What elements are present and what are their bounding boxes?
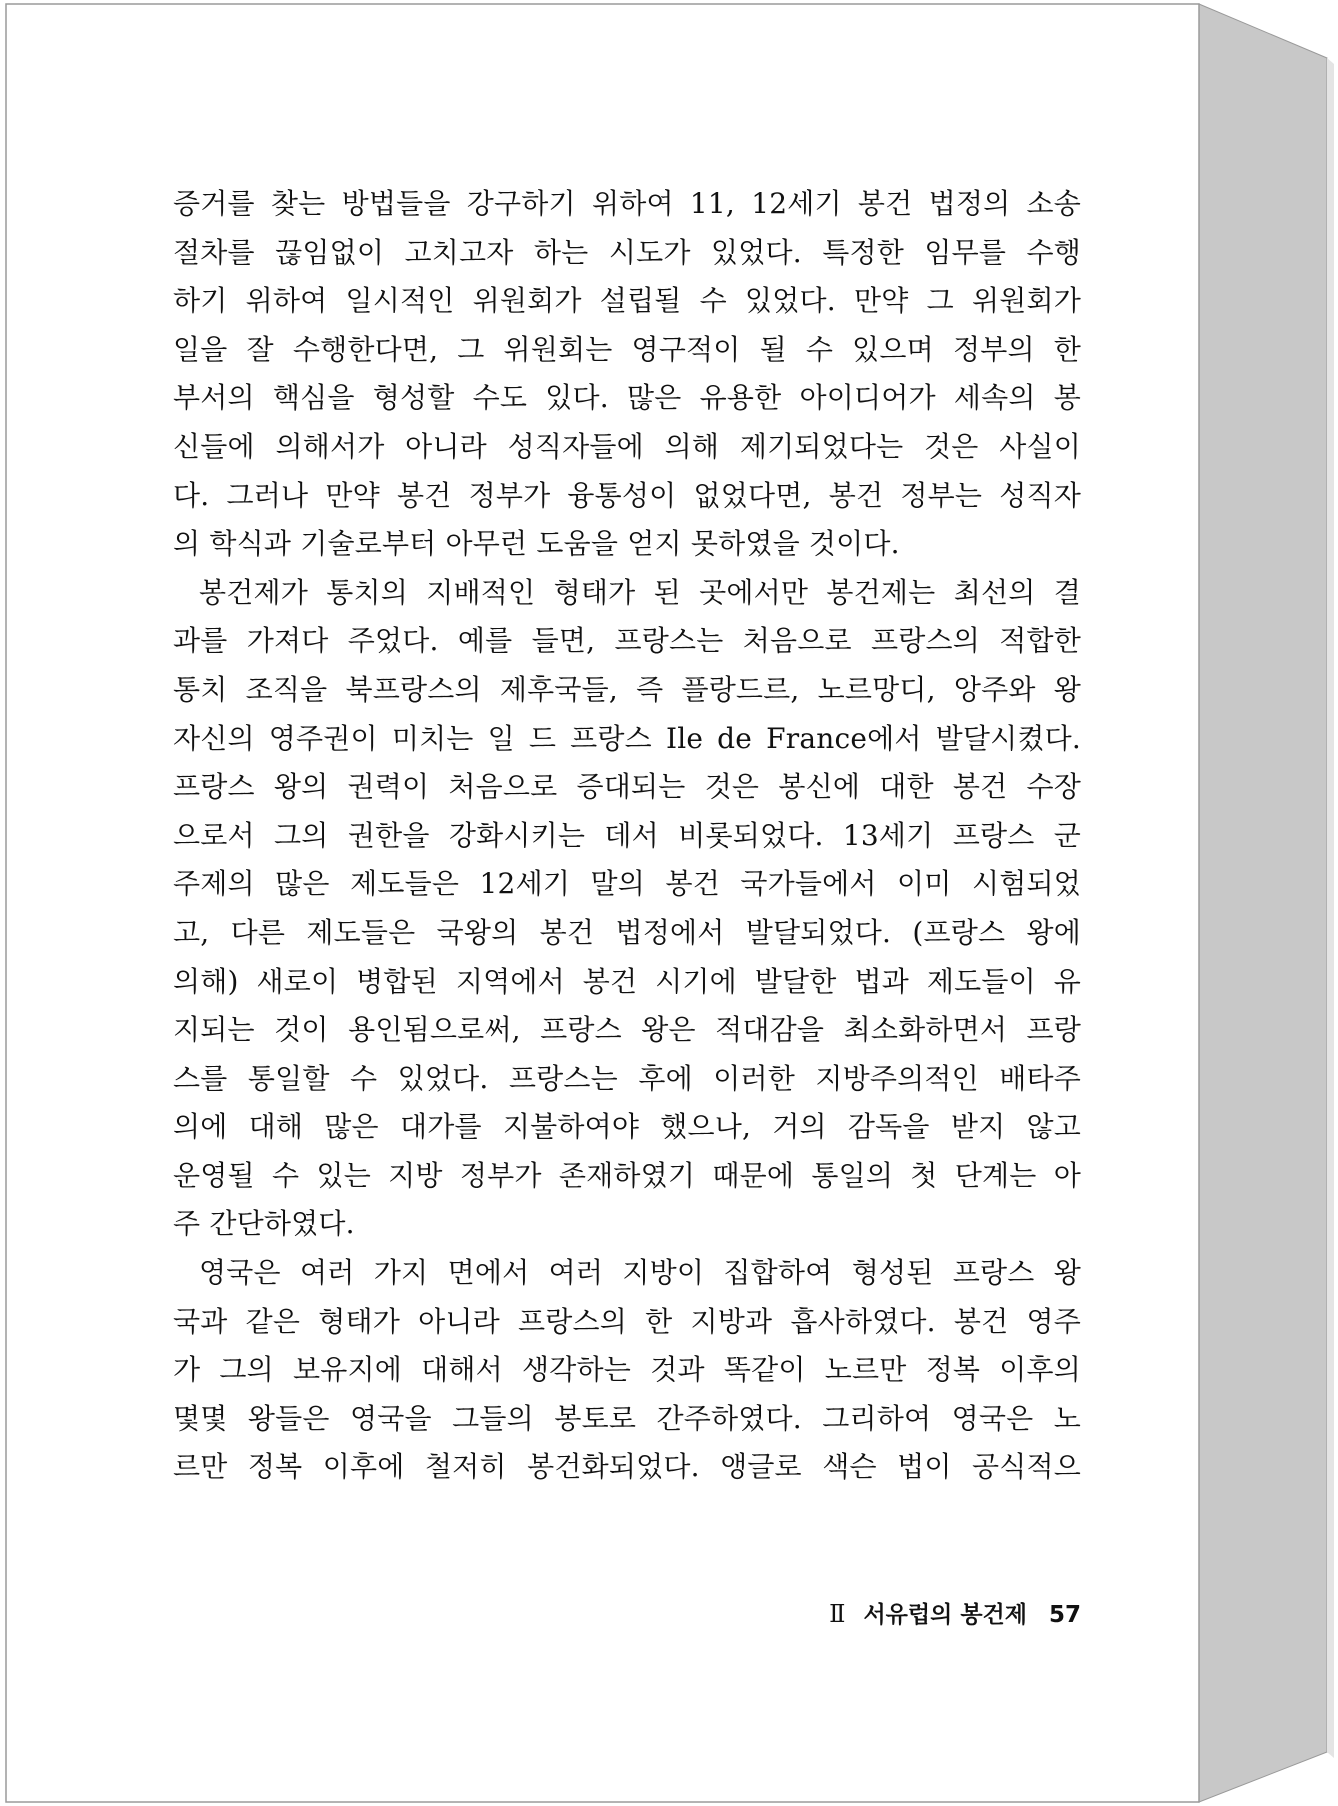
text-line: 주제의 많은 제도들은 12세기 말의 봉건 국가들에서 이미 시험되었 — [173, 867, 1081, 901]
text-line: 고, 다른 제도들은 국왕의 봉건 법정에서 발달되었다. (프랑스 왕에 — [173, 915, 1081, 949]
text-line: 신들에 의해서가 아니라 성직자들에 의해 제기되었다는 것은 사실이 — [173, 429, 1081, 463]
text-line: 부서의 핵심을 형성할 수도 있다. 많은 유용한 아이디어가 세속의 봉 — [173, 381, 1081, 415]
body-text — [173, 180, 1081, 1492]
part-numeral: Ⅱ — [829, 1600, 846, 1628]
text-line: 과를 가져다 주었다. 예를 들면, 프랑스는 처음으로 프랑스의 적합한 — [173, 624, 1081, 658]
page-block-shadow — [1327, 58, 1334, 1758]
text-line: 프랑스 왕의 권력이 처음으로 증대되는 것은 봉신에 대한 봉건 수장 — [173, 770, 1081, 804]
text-line: 운영될 수 있는 지방 정부가 존재하였기 때문에 통일의 첫 단계는 아 — [173, 1158, 1081, 1192]
text-line: 일을 잘 수행한다면, 그 위원회는 영구적이 될 수 있으며 정부의 한 — [173, 332, 1081, 366]
text-line: 의 학식과 기술로부터 아무런 도움을 얻지 못하였을 것이다. — [173, 527, 900, 561]
chapter-title: 서유럽의 봉건제 — [863, 1602, 1027, 1628]
text-line: 하기 위하여 일시적인 위원회가 설립될 수 있었다. 만약 그 위원회가 — [173, 284, 1081, 318]
text-line: 국과 같은 형태가 아니라 프랑스의 한 지방과 흡사하였다. 봉건 영주 — [173, 1304, 1081, 1338]
text-line: 지되는 것이 용인됨으로써, 프랑스 왕은 적대감을 최소화하면서 프랑 — [173, 1013, 1081, 1047]
running-footer — [786, 1596, 1081, 1629]
text-line: 다. 그러나 만약 봉건 정부가 융통성이 없었다면, 봉건 정부는 성직자 — [173, 478, 1081, 512]
text-line: 증거를 찾는 방법들을 강구하기 위하여 11, 12세기 봉건 법정의 소송 — [173, 187, 1081, 220]
text-line: 주 간단하였다. — [173, 1207, 355, 1241]
text-line: 자신의 영주권이 미치는 일 드 프랑스 Ile de France에서 발달시켰다. — [173, 721, 1081, 755]
text-line: 의에 대해 많은 대가를 지불하여야 했으나, 거의 감독을 받지 않고 — [173, 1110, 1081, 1144]
text-line: 르만 정복 이후에 철저히 봉건화되었다. 앵글로 색슨 법이 공식적으 — [173, 1450, 1081, 1484]
text-line: 영국은 여러 가지 면에서 여러 지방이 집합하여 형성된 프랑스 왕 — [199, 1256, 1081, 1290]
text-line: 몇몇 왕들은 영국을 그들의 봉토로 간주하였다. 그리하여 영국은 노 — [173, 1401, 1081, 1435]
text-line: 으로서 그의 권한을 강화시키는 데서 비롯되었다. 13세기 프랑스 군 — [173, 818, 1081, 852]
text-line: 의해) 새로이 병합된 지역에서 봉건 시기에 발달한 법과 제도들이 유 — [173, 964, 1081, 998]
page-block-edge — [1199, 4, 1327, 1802]
text-line: 가 그의 보유지에 대해서 생각하는 것과 똑같이 노르만 정복 이후의 — [173, 1353, 1081, 1387]
book-page — [6, 4, 1199, 1802]
text-line: 통치 조직을 북프랑스의 제후국들, 즉 플랑드르, 노르망디, 앙주와 왕 — [173, 672, 1081, 706]
text-line: 스를 통일할 수 있었다. 프랑스는 후에 이러한 지방주의적인 배타주 — [173, 1061, 1081, 1095]
text-line: 봉건제가 통치의 지배적인 형태가 된 곳에서만 봉건제는 최선의 결 — [199, 575, 1081, 609]
page-number: 57 — [1048, 1602, 1081, 1628]
text-line: 절차를 끊임없이 고치고자 하는 시도가 있었다. 특정한 임무를 수행 — [173, 235, 1081, 269]
